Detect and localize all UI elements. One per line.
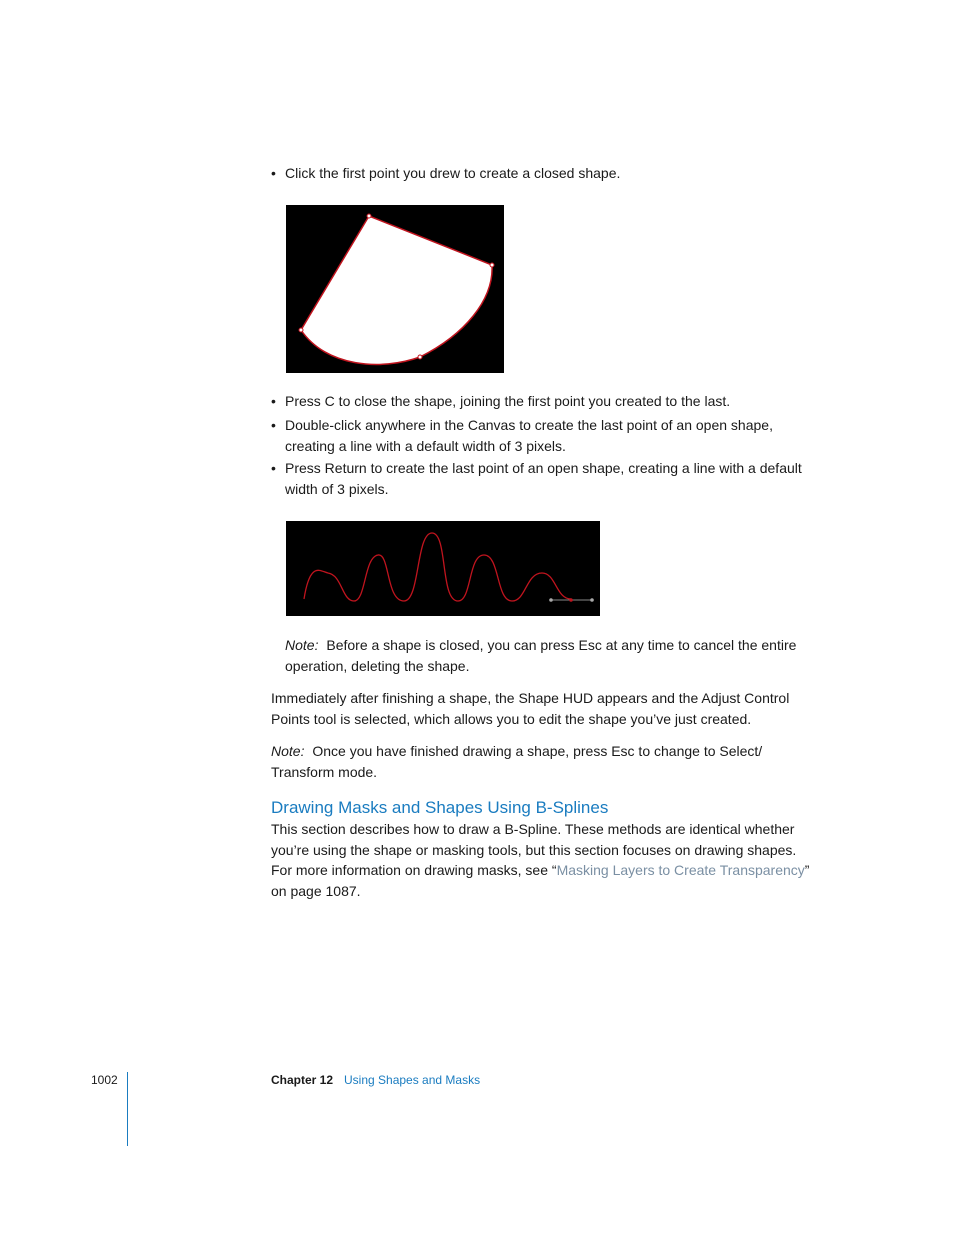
- closed-shape-path: [301, 216, 492, 364]
- footer-rule: [127, 1072, 128, 1146]
- bullet-item: • Press Return to create the last point of an open shape, creating a line with a default width of 3 pixels.: [271, 458, 816, 499]
- open-shape-svg: [286, 521, 600, 616]
- masking-layers-link[interactable]: Masking Layers to Create Transparency: [556, 862, 805, 878]
- page-number: 1002: [91, 1073, 118, 1087]
- control-point: [299, 328, 303, 332]
- bullet-text: Press C to close the shape, joining the first point you created to the last.: [285, 393, 731, 409]
- section-text: This section describes how to draw a B-Spline. These methods are identical whether you’re using the shape or masking tools, but this section focuses on drawing shapes. For more information on drawing masks, see “: [271, 821, 797, 878]
- section-paragraph: [271, 819, 816, 901]
- bullet-item: • Click the first point you drew to create a closed shape.: [271, 165, 621, 181]
- section-heading: Drawing Masks and Shapes Using B-Splines: [271, 798, 609, 817]
- bullet-item: • Double-click anywhere in the Canvas to create the last point of an open shape, creating a line with a default width of 3 pixels.: [271, 415, 816, 456]
- note-label: Note:: [285, 637, 319, 653]
- open-shape-path: [304, 533, 571, 601]
- note-label: Note:: [271, 743, 305, 759]
- closed-shape-svg: [286, 205, 504, 373]
- bullet-text: Press Return to create the last point of an open shape, creating a line with a default width of 3 pixels.: [285, 460, 802, 497]
- chapter-title-link[interactable]: Using Shapes and Masks: [344, 1073, 481, 1087]
- control-point: [418, 355, 422, 359]
- control-point: [569, 598, 573, 602]
- closed-shape-figure: [286, 205, 504, 373]
- control-point: [490, 263, 494, 267]
- chapter-label: Chapter 12: [271, 1073, 334, 1087]
- note-1: [285, 635, 815, 676]
- handle-point: [549, 598, 553, 602]
- body-paragraph: Immediately after finishing a shape, the Shape HUD appears and the Adjust Control Points tool is selected, which allows you to edit the shape you’ve just created.: [271, 690, 790, 727]
- note-text: Before a shape is closed, you can press Esc at any time to cancel the entire operation, deleting the shape.: [285, 637, 797, 674]
- bullet-item: • Press C to close the shape, joining the first point you created to the last.: [271, 391, 816, 412]
- bullet-text: Double-click anywhere in the Canvas to create the last point of an open shape, creating a line with a default width of 3 pixels.: [285, 417, 773, 454]
- note-text: Once you have finished drawing a shape, press Esc to change to Select/ Transform mode.: [271, 743, 763, 780]
- control-point: [367, 214, 371, 218]
- bullet-text: Click the first point you drew to create a closed shape.: [285, 165, 621, 181]
- section-text-after: ” on page 1087.: [271, 862, 810, 899]
- open-shape-figure: [286, 521, 600, 616]
- note-2: [271, 741, 816, 782]
- handle-point: [590, 598, 594, 602]
